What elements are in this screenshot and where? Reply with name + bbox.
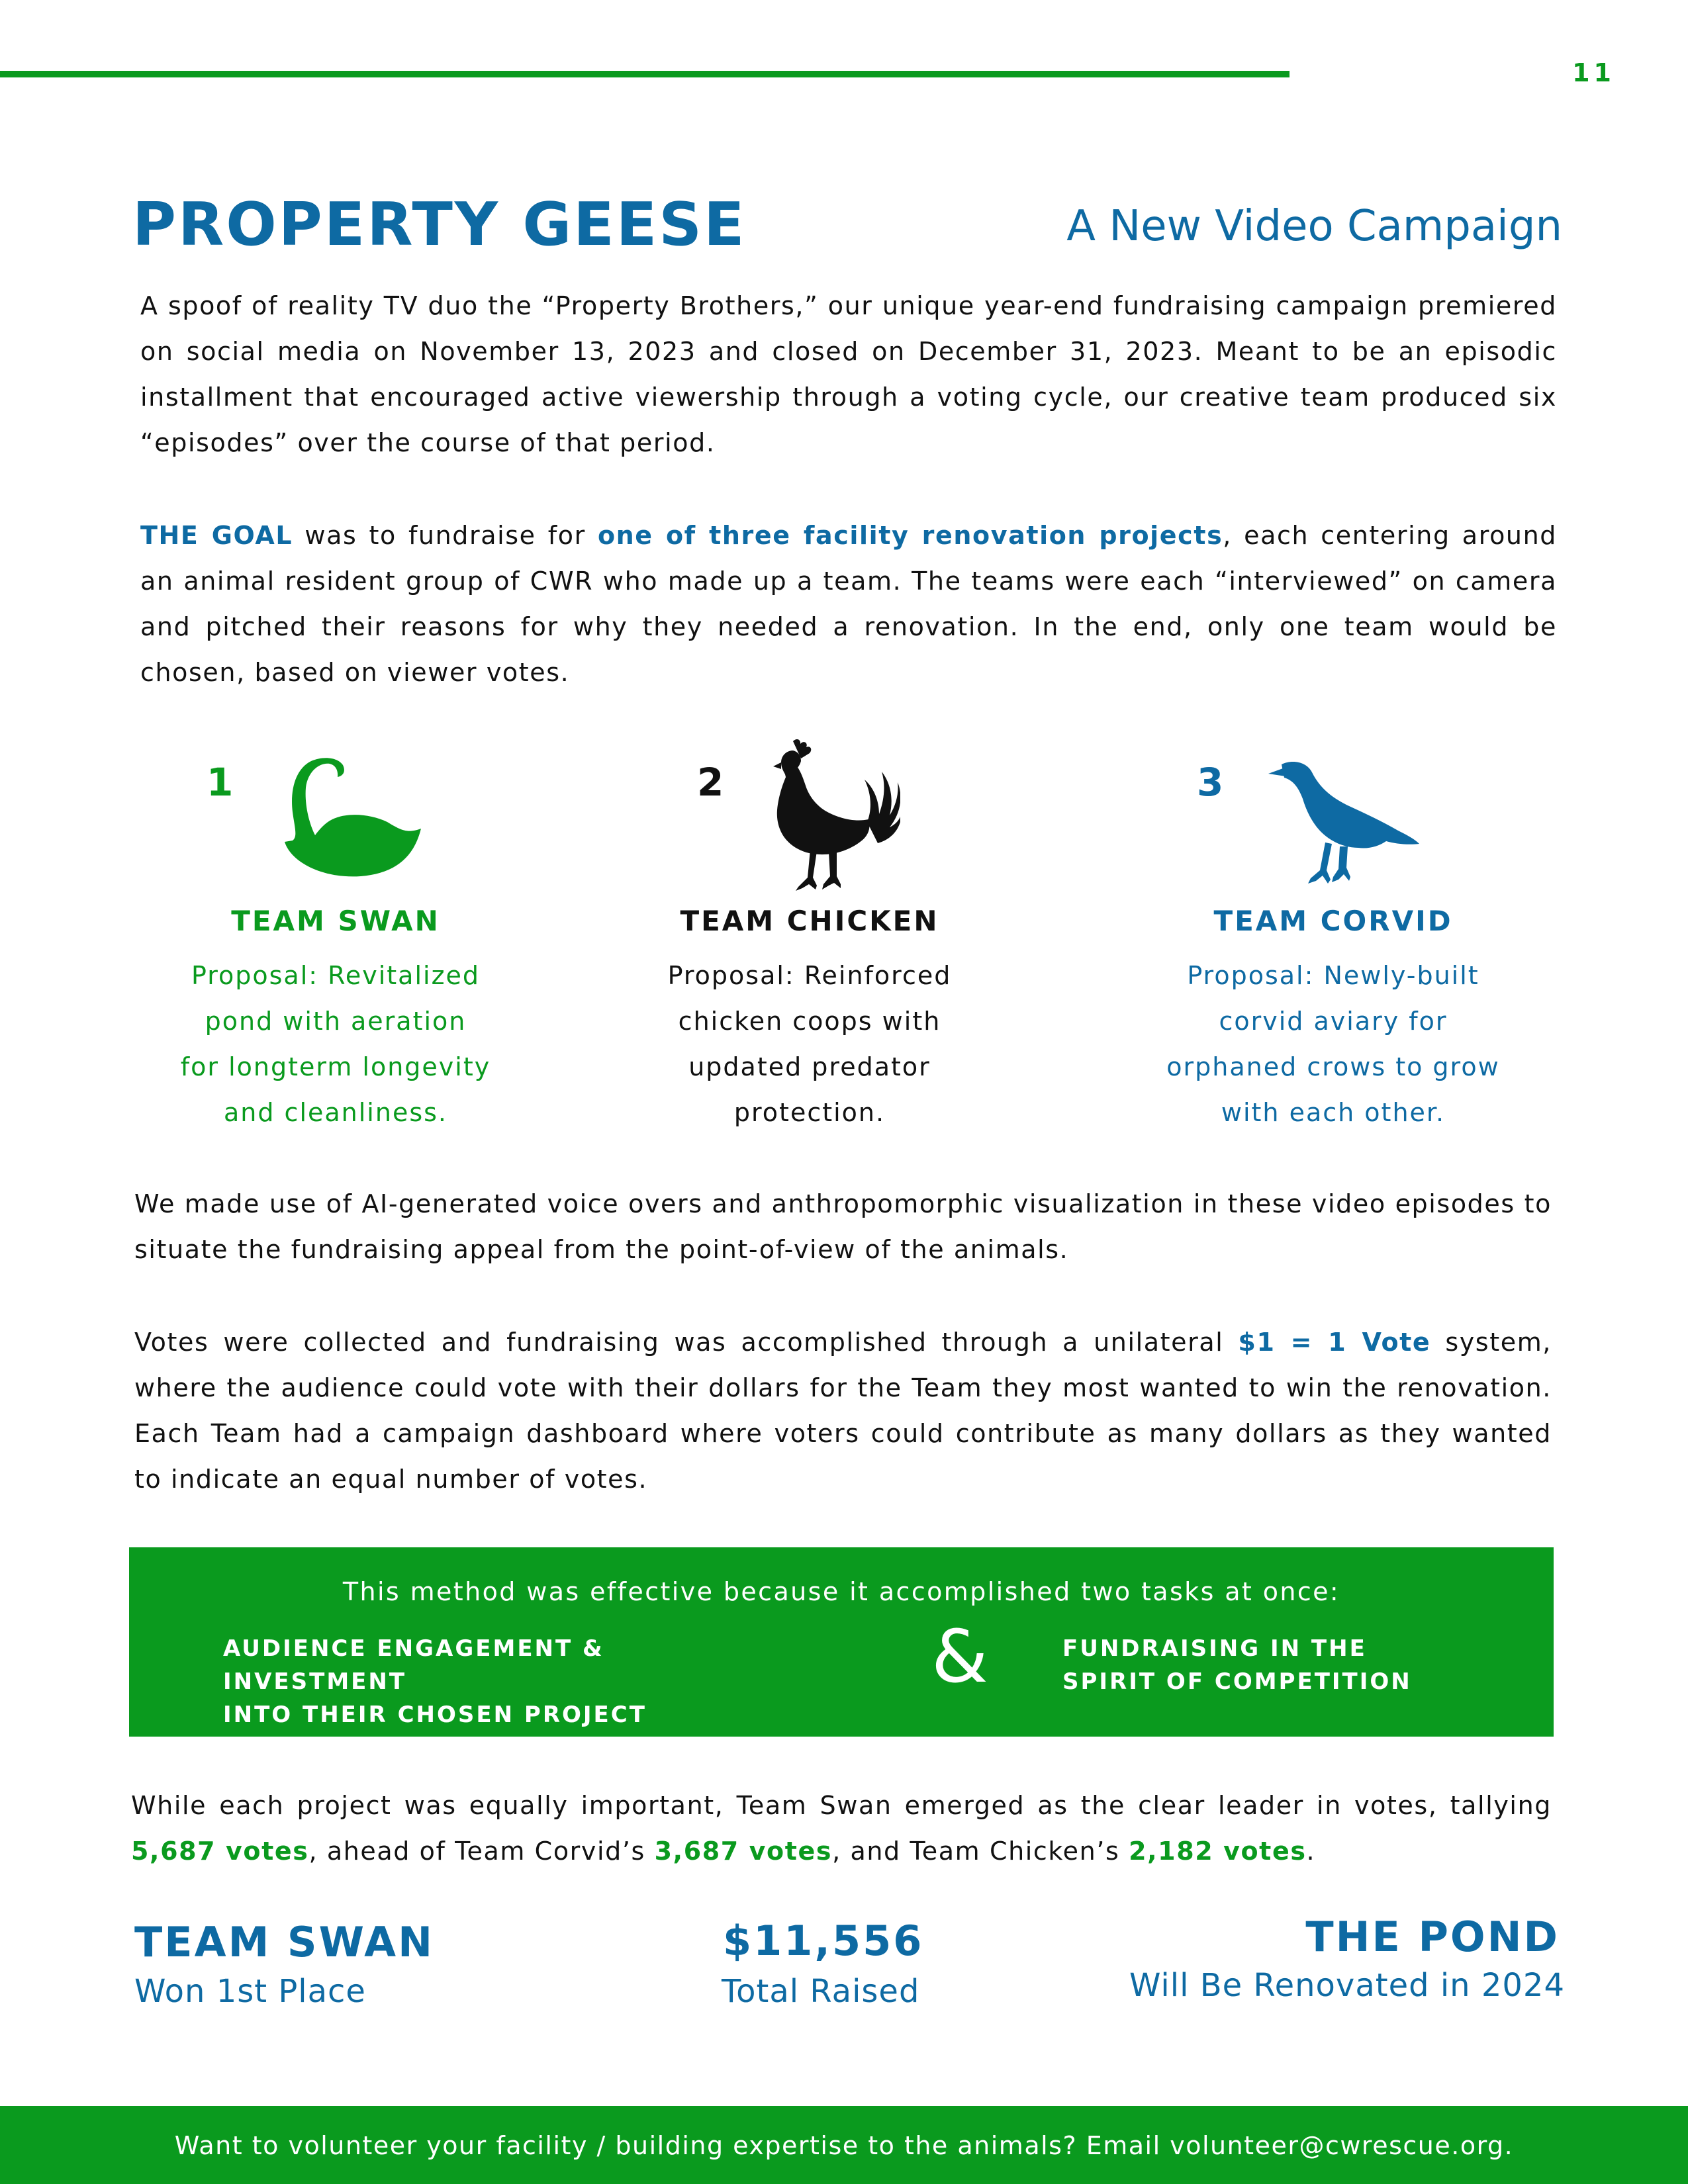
proposal-line: and cleanliness. xyxy=(223,1098,448,1127)
proposal-line: pond with aeration xyxy=(205,1007,467,1036)
method-right-line: SPIRIT OF COMPETITION xyxy=(1062,1668,1412,1695)
team-number-2: 2 xyxy=(697,760,724,805)
page-title: PROPERTY GEESE xyxy=(132,190,747,259)
proposal-line: Proposal: Reinforced xyxy=(667,961,952,990)
corvid-votes: 3,687 votes xyxy=(654,1837,833,1866)
team-corvid-proposal xyxy=(1135,953,1532,1136)
stat-winner-caption: Won 1st Place xyxy=(134,1973,366,2010)
footer-bar xyxy=(0,2106,1688,2184)
results-text-a: While each project was equally important, Team Swan emerged as the clear leader in votes, tallying xyxy=(131,1791,1552,1820)
method-task-fundraising xyxy=(1062,1632,1499,1698)
swan-votes: 5,687 votes xyxy=(131,1837,309,1866)
stat-outcome-caption: Will Be Renovated in 2024 xyxy=(1129,1967,1565,2004)
results-text-d: . xyxy=(1306,1837,1316,1866)
team-number-3: 3 xyxy=(1197,760,1224,805)
votes-paragraph xyxy=(134,1320,1552,1502)
page-subtitle: A New Video Campaign xyxy=(1066,202,1562,251)
proposal-line: updated predator xyxy=(688,1052,931,1081)
vote-rule-highlight: $1 = 1 Vote xyxy=(1238,1328,1431,1357)
team-corvid-name: TEAM CORVID xyxy=(1213,905,1453,937)
stat-outcome: THE POND xyxy=(1305,1913,1560,1961)
votes-text-a: Votes were collected and fundraising was accomplished through a unilateral xyxy=(134,1328,1239,1357)
team-swan-proposal xyxy=(137,953,534,1136)
team-swan-name: TEAM SWAN xyxy=(231,905,440,937)
votes-text-b: system, where the audience could vote with their dollars for the Team they most wanted to win the renovation. Each Team had a campaign dashboard where voters could contribute as many dollars as they wanted to indicate an equal number of votes. xyxy=(134,1328,1552,1494)
proposal-line: with each other. xyxy=(1221,1098,1446,1127)
stat-total-caption: Total Raised xyxy=(722,1973,920,2010)
footer-text: Want to volunteer your facility / building expertise to the animals? Email volunteer@cwrescue.org. xyxy=(174,2131,1514,2160)
method-left-line: AUDIENCE ENGAGEMENT & INVESTMENT xyxy=(223,1635,604,1695)
chicken-votes: 2,182 votes xyxy=(1129,1837,1307,1866)
team-number-1: 1 xyxy=(207,760,234,805)
proposal-line: orphaned crows to grow xyxy=(1166,1052,1500,1081)
results-paragraph xyxy=(131,1783,1552,1874)
goal-highlight: one of three facility renovation projects xyxy=(597,521,1223,550)
proposal-line: for longterm longevity xyxy=(180,1052,491,1081)
swan-icon xyxy=(271,756,424,882)
intro-paragraph: A spoof of reality TV duo the “Property Brothers,” our unique year-end fundraising campaign premiered on social media on November 13, 2023 and closed on December 31, 2023. Meant to be an episodic installment that encouraged active viewership through a voting cycle, our creative team produced six “episodes” over the course of that period. xyxy=(140,291,1557,457)
proposal-line: Proposal: Newly-built xyxy=(1187,961,1479,990)
top-rule xyxy=(0,71,1289,77)
method-task-engagement xyxy=(223,1632,766,1731)
title-row xyxy=(132,189,1562,261)
stat-winner: TEAM SWAN xyxy=(134,1918,435,1966)
ampersand: & xyxy=(931,1614,988,1699)
proposal-line: chicken coops with xyxy=(678,1007,941,1036)
proposal-line: protection. xyxy=(733,1098,886,1127)
method-intro: This method was effective because it accomplished two tasks at once: xyxy=(342,1577,1340,1606)
stat-total: $11,556 xyxy=(723,1917,924,1965)
crow-icon xyxy=(1266,758,1421,893)
method-right-line: FUNDRAISING IN THE xyxy=(1062,1635,1367,1662)
results-text-b: , ahead of Team Corvid’s xyxy=(308,1837,655,1866)
proposal-line: corvid aviary for xyxy=(1219,1007,1448,1036)
method-banner xyxy=(129,1547,1554,1737)
ai-paragraph: We made use of AI-generated voice overs and anthropomorphic visualization in these video episodes to situate the fundraising appeal from the point-of-view of the animals. xyxy=(134,1189,1552,1264)
team-chicken-name: TEAM CHICKEN xyxy=(680,905,939,937)
proposal-line: Proposal: Revitalized xyxy=(191,961,481,990)
goal-paragraph xyxy=(140,513,1557,696)
team-chicken-proposal xyxy=(611,953,1008,1136)
rooster-icon xyxy=(768,736,900,898)
method-left-line: INTO THEIR CHOSEN PROJECT xyxy=(223,1702,647,1728)
goal-text-a: was to fundraise for xyxy=(293,521,598,550)
goal-label: THE GOAL xyxy=(140,521,293,550)
goal-text-b: , each centering around an animal resident group of CWR who made up a team. The teams were each “interviewed” on camera and pitched their reasons for why they needed a renovation. In the end, only one team would be chosen, based on viewer votes. xyxy=(140,521,1558,687)
page-number: 11 xyxy=(1572,58,1615,87)
results-text-c: , and Team Chicken’s xyxy=(832,1837,1129,1866)
